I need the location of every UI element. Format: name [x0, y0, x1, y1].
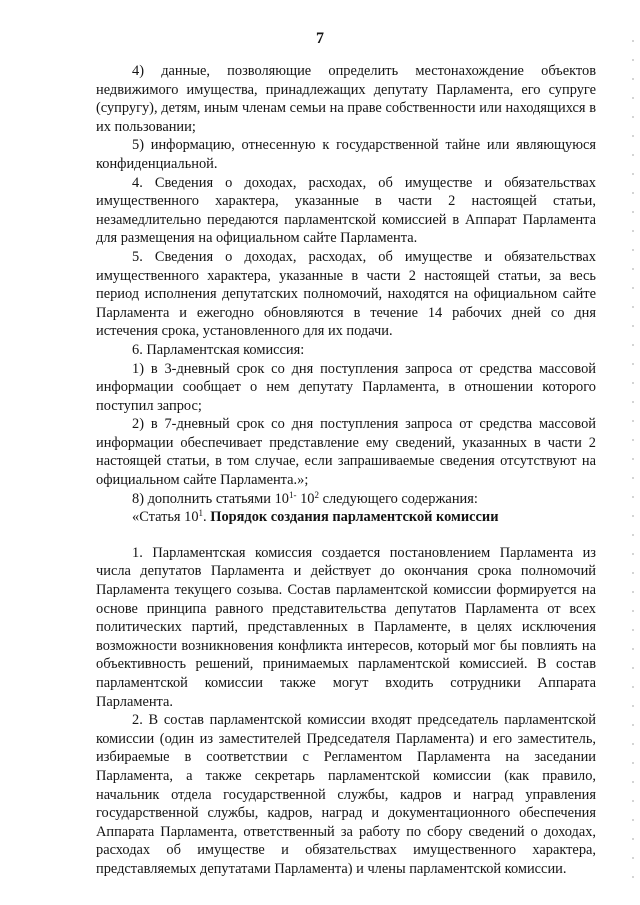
paragraph-item-4: 4) данные, позволяющие определить местонахождение объектов недвижимого имущества, принадлежащих депутату Парламента, его супруге (супругу), детям, иным членам семьи на праве собственности или находящихся в их пользовании; [96, 63, 596, 135]
paragraph-part-6: 6. Парламентская комиссия: [132, 341, 305, 358]
amendment-superscript-1: 1- [288, 489, 297, 500]
article-number-dot: . [203, 509, 211, 526]
article-title: Порядок создания парламентской комиссии [210, 509, 499, 526]
paragraph-item-5: 5) информацию, отнесенную к государственной тайне или являющуюся конфиденциальной. [96, 137, 596, 172]
amendment-text-suffix: следующего содержания: [318, 490, 478, 507]
document-body [96, 62, 596, 879]
paragraph-amendment-8 [96, 490, 596, 509]
paragraph-article-part-1: 1. Парламентская комиссия создается постановлением Парламента из числа депутатов Парламента и действует до окончания срока полномочий Парламента текущего созыва. Состав парламентской комиссии формируется на основе принципа равного представительства депутатов Парламента от всех политических партий, представленных в Парламенте, в целях исключения возможности возникновения конфликта интересов, который мог бы повлиять на объективность решений, принимаемых парламентской комиссией. В состав парламентской комиссии также могут входить сотрудники Аппарата Парламента. [96, 544, 596, 710]
paragraph-part-6-item-1: 1) в 3-дневный срок со дня поступления запроса от средства массовой информации сообщает о нем депутату Парламента, в отношении которого поступил запрос; [96, 360, 596, 414]
amendment-text-prefix: 8) дополнить статьями 10 [132, 490, 289, 507]
amendment-superscript-2: 2 [314, 489, 319, 500]
article-heading [96, 508, 596, 527]
article-number-superscript: 1 [198, 508, 204, 519]
paragraph-part-6-item-2: 2) в 7-дневный срок со дня поступления запроса от средства массовой информации обеспечивает представление ему сведений, указанных в части 2 настоящей статьи, в том случае, если запрашиваемые сведения отсутствуют на официальном сайте Парламента.»; [96, 416, 596, 489]
paragraph-part-4: 4. Сведения о доходах, расходах, об имуществе и обязательствах имущественного характера, указанные в части 2 настоящей статьи, незамедлительно передаются парламентской комиссией в Аппарат Парламента для размещения на официальном сайте Парламента. [96, 174, 596, 247]
paragraph-part-5: 5. Сведения о доходах, расходах, об имуществе и обязательствах имущественного характера, указанные в части 2 настоящей статьи, за весь период исполнения депутатских полномочий, находятся на официальном сайте Парламента и ежегодно обновляются в течение 14 рабочих дней со дня истечения срока, установленного для их подачи. [96, 248, 596, 340]
article-number-prefix: «Статья 10 [132, 509, 199, 526]
scan-edge-artifact [632, 40, 634, 880]
page-number: 7 [316, 30, 324, 47]
amendment-text-middle: 10 [296, 490, 315, 507]
paragraph-article-part-2: 2. В состав парламентской комиссии входят председатель парламентской комиссии (один из заместителей Председателя Парламента) и его заместитель, избираемые в соответствии с Регламентом Парламента на заседании Парламента, а также секретарь парламентской комиссии (как правило, начальник отдела государственной службы, кадров и наград управления государственной службы, кадров, наград и документационного обеспечения Аппарата Парламента, ответственный за работу по сбору сведений о доходах, расходах об имуществе и обязательствах имущественного характера, представляемых депутатами Парламента) и члены парламентской комиссии. [96, 712, 596, 877]
